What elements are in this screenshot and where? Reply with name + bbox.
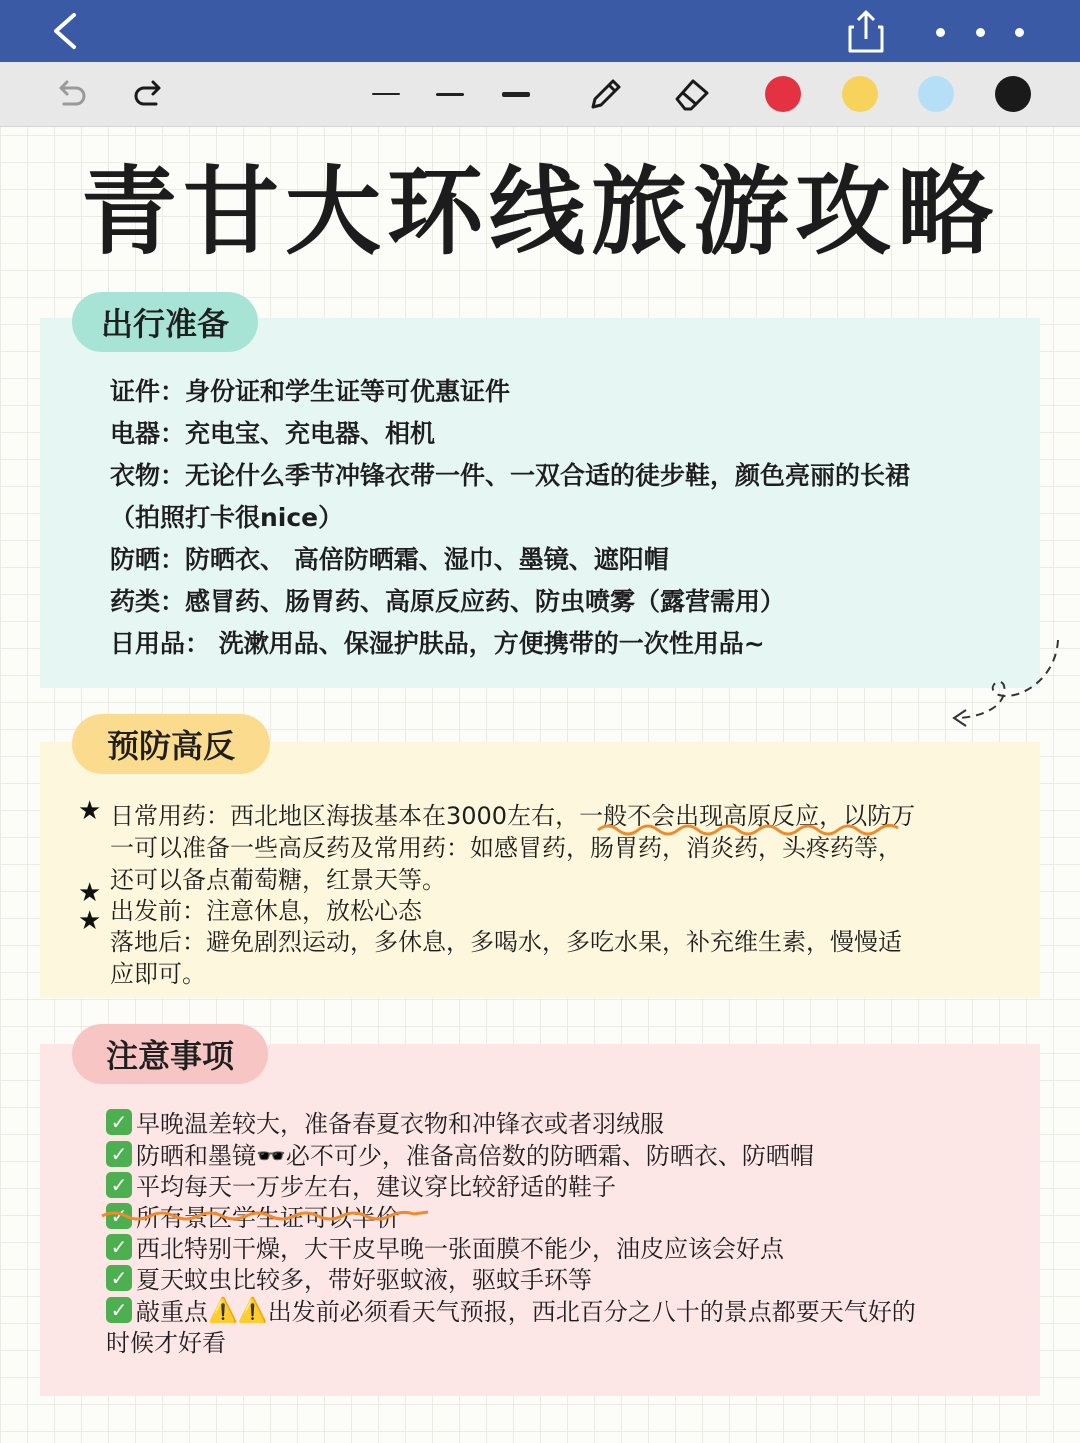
note-item (106, 1292, 916, 1327)
notes-heading: 注意事项 (72, 1024, 268, 1084)
redo-button[interactable] (124, 69, 176, 119)
note-item (106, 1229, 784, 1264)
note-continuation: 时候才好看 (106, 1329, 226, 1357)
note-item (106, 1260, 592, 1295)
share-icon (846, 9, 886, 55)
note-text: 夏天蚊虫比较多，带好驱蚊液，驱蚊手环等 (136, 1266, 592, 1294)
more-dots-icon (1015, 28, 1024, 37)
undo-icon (52, 76, 88, 112)
altitude-line: 日常用药：西北地区海拔基本在3000左右，一般不会出现高原反应，以防万 (110, 802, 916, 830)
altitude-line: 一可以准备一些高反药及常用药：如感冒药，肠胃药，消炎药，头疼药等， (110, 834, 902, 862)
page-title: 青甘大环线旅游攻略 (81, 156, 999, 268)
thick-line-button[interactable] (490, 69, 542, 119)
prep-line: 药类：感冒药、肠胃药、高原反应药、防虫喷雾（露营需用） (110, 587, 786, 616)
prep-line: （拍照打卡很nice） (110, 503, 344, 532)
star-icon: ★ (78, 796, 102, 826)
note-text: 西北特别干燥，大干皮早晚一张面膜不能少，油皮应该会好点 (136, 1235, 784, 1263)
chevron-left-icon (50, 11, 80, 51)
star-icon: ★ (78, 906, 102, 936)
undo-button[interactable] (44, 69, 96, 119)
note-item (106, 1104, 664, 1139)
thin-line-button[interactable] (360, 69, 412, 119)
altitude-line: 出发前：注意休息，放松心态 (110, 897, 422, 925)
more-button[interactable] (930, 12, 1030, 52)
pencil-icon (585, 73, 627, 115)
medium-line-button[interactable] (424, 69, 476, 119)
altitude-line: 落地后：避免剧烈运动，多休息，多喝水，多吃水果，补充维生素，慢慢适 (110, 928, 902, 956)
pencil-button[interactable] (580, 69, 632, 119)
note-text: 出发前必须看天气预报，西北百分之八十的景点都要天气好的 (267, 1298, 916, 1326)
checkmark-icon: ✓ (106, 1172, 132, 1198)
altitude-line: 应即可。 (110, 960, 206, 988)
note-item (106, 1167, 616, 1202)
altitude-heading: 预防高反 (72, 714, 270, 774)
share-button[interactable] (840, 6, 892, 58)
thin-line-icon (372, 93, 400, 95)
underline-squiggle (100, 1208, 430, 1224)
prep-line: 防晒：防晒衣、 高倍防晒霜、湿巾、墨镜、遮阳帽 (110, 545, 669, 574)
checkmark-icon: ✓ (106, 1265, 132, 1291)
altitude-line: 还可以备点葡萄糖，红景天等。 (110, 866, 446, 894)
more-dots-icon (976, 28, 985, 37)
prep-line: 证件：身份证和学生证等可优惠证件 (110, 377, 511, 406)
note-item (106, 1136, 814, 1171)
thick-line-icon (502, 92, 530, 97)
prep-line: 日用品： 洗漱用品、保湿护肤品，方便携带的一次性用品~ (110, 629, 765, 658)
note-text: 早晚温差较大，准备春夏衣物和冲锋衣或者羽绒服 (136, 1110, 664, 1138)
prep-line: 衣物：无论什么季节冲锋衣带一件、一双合适的徒步鞋，颜色亮丽的长裙 (110, 461, 911, 490)
note-text: 防晒和墨镜🕶️必不可少，准备高倍数的防晒霜、防晒衣、防晒帽 (136, 1142, 814, 1170)
eraser-icon (671, 73, 713, 115)
dashed-arrow-doodle (946, 636, 1066, 732)
redo-icon (132, 76, 168, 112)
note-text: 所有景区学生证可以半价 (136, 1204, 400, 1232)
warning-icon: ⚠️⚠️ (208, 1295, 268, 1324)
star-icon: ★ (78, 878, 102, 908)
more-dots-icon (936, 28, 945, 37)
checkmark-icon: ✓ (106, 1234, 132, 1260)
checkmark-icon: ✓ (106, 1297, 132, 1323)
red-color-swatch[interactable] (765, 76, 801, 112)
top-nav-bar (0, 0, 1080, 62)
note-text: 平均每天一万步左右，建议穿比较舒适的鞋子 (136, 1173, 616, 1201)
drawing-toolbar (0, 62, 1080, 127)
yellow-color-swatch[interactable] (842, 76, 878, 112)
back-button[interactable] (40, 6, 90, 56)
note-text: 敲重点 (136, 1298, 208, 1326)
lightblue-color-swatch[interactable] (918, 76, 954, 112)
checkmark-icon: ✓ (106, 1203, 132, 1229)
checkmark-icon: ✓ (106, 1141, 132, 1167)
medium-line-icon (436, 93, 464, 96)
black-color-swatch[interactable] (995, 76, 1031, 112)
checkmark-icon: ✓ (106, 1109, 132, 1135)
eraser-button[interactable] (666, 69, 718, 119)
prep-line: 电器：充电宝、充电器、相机 (110, 419, 436, 448)
prep-heading: 出行准备 (72, 292, 258, 352)
